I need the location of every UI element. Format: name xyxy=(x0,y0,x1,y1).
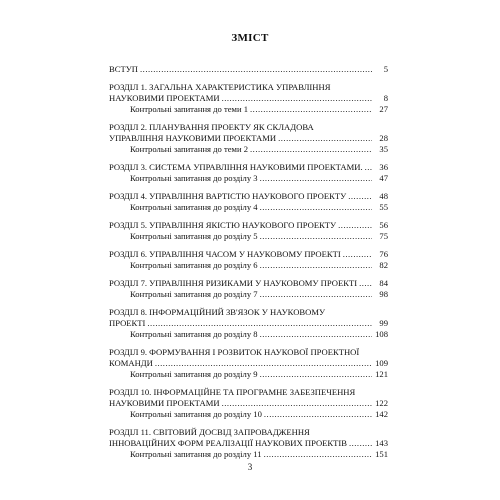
toc-subentry-title: Контрольні запитання до теми 2 xyxy=(130,144,249,154)
toc-subentry xyxy=(109,173,388,184)
toc-entry-title-line: НАУКОВИМИ ПРОЕКТАМИ xyxy=(109,398,220,408)
toc-subentry-title: Контрольні запитання до розділу 5 xyxy=(130,231,258,241)
dot-leader xyxy=(260,173,372,184)
dot-leader xyxy=(155,358,372,369)
dot-leader xyxy=(264,449,372,460)
toc-subentry-title: Контрольні запитання до розділу 3 xyxy=(130,173,258,183)
toc-entry-row xyxy=(109,398,388,409)
dot-leader xyxy=(222,398,372,409)
toc-subentry-page: 35 xyxy=(379,144,388,154)
toc-entry-row xyxy=(109,162,388,173)
dot-leader xyxy=(260,329,372,340)
toc-entry-row xyxy=(109,358,388,369)
toc-subentry-page: 142 xyxy=(375,409,388,419)
toc-entry-title-line: РОЗДІЛ 11. СВІТОВИЙ ДОСВІД ЗАПРОВАДЖЕННЯ xyxy=(109,427,310,437)
toc-entry-title-line: РОЗДІЛ 9. ФОРМУВАННЯ І РОЗВИТОК НАУКОВОЇ ПРОЕКТНОЇ xyxy=(109,347,360,357)
toc-subentry-page: 98 xyxy=(379,289,388,299)
dot-leader xyxy=(260,260,372,271)
toc-entry-row xyxy=(109,64,388,75)
toc-entry-page: 99 xyxy=(379,318,388,328)
toc-entry-row xyxy=(109,133,388,144)
dot-leader xyxy=(250,144,372,155)
toc-entry-row xyxy=(109,278,388,289)
dot-leader xyxy=(260,231,372,242)
toc-entry xyxy=(109,307,388,340)
toc-entry-row xyxy=(109,191,388,202)
toc-subentry-page: 55 xyxy=(379,202,388,212)
toc-entry-title-line: РОЗДІЛ 7. УПРАВЛІННЯ РИЗИКАМИ У НАУКОВОМУ ПРОЕКТІ xyxy=(109,278,358,288)
toc-entry-row xyxy=(109,93,388,104)
toc-entry-page: 84 xyxy=(379,278,388,288)
dot-leader xyxy=(260,202,372,213)
dot-leader xyxy=(260,369,372,380)
toc-entry-title-line: НАУКОВИМИ ПРОЕКТАМИ xyxy=(109,93,220,103)
toc-entry-row xyxy=(109,249,388,260)
toc-subentry-title: Контрольні запитання до розділу 8 xyxy=(130,329,258,339)
toc-entry-title-line: РОЗДІЛ 1. ЗАГАЛЬНА ХАРАКТЕРИСТИКА УПРАВЛІННЯ xyxy=(109,82,331,92)
dot-leader xyxy=(147,318,372,329)
toc-entry-row xyxy=(109,318,388,329)
toc-subentry xyxy=(109,369,388,380)
toc-entry-title-line: РОЗДІЛ 10. ІНФОРМАЦІЙНЕ ТА ПРОГРАМНЕ ЗАБЕЗПЕЧЕННЯ xyxy=(109,387,356,397)
toc-entry-title-line: РОЗДІЛ 2. ПЛАНУВАННЯ ПРОЕКТУ ЯК СКЛАДОВА xyxy=(109,122,314,132)
toc-entry-title-line: РОЗДІЛ 6. УПРАВЛІННЯ ЧАСОМ У НАУКОВОМУ ПРОЕКТІ xyxy=(109,249,341,259)
toc-entry-row xyxy=(109,220,388,231)
toc-subentry xyxy=(109,104,388,115)
toc-entry xyxy=(109,191,388,213)
toc-subentry-page: 75 xyxy=(379,231,388,241)
toc-subentry-page: 121 xyxy=(375,369,388,379)
dot-leader xyxy=(348,191,372,202)
toc-entry-title-line: ІННОВАЦІЙНИХ ФОРМ РЕАЛІЗАЦІЇ НАУКОВИХ ПРОЕКТІВ xyxy=(109,438,347,448)
toc-entry-title-line: РОЗДІЛ 8. ІНФОРМАЦІЙНИЙ ЗВ'ЯЗОК У НАУКОВОМУ xyxy=(109,307,326,317)
toc-subentry-title: Контрольні запитання до розділу 7 xyxy=(130,289,258,299)
dot-leader xyxy=(222,93,372,104)
toc-entry xyxy=(109,387,388,420)
toc-entry xyxy=(109,427,388,460)
toc-subentry xyxy=(109,260,388,271)
dot-leader xyxy=(343,249,372,260)
toc-subentry-title: Контрольні запитання до розділу 6 xyxy=(130,260,258,270)
toc-subentry xyxy=(109,449,388,460)
toc-subentry-title: Контрольні запитання до розділу 4 xyxy=(130,202,258,212)
dot-leader xyxy=(250,104,372,115)
toc-entry-page: 48 xyxy=(379,191,388,201)
toc-entry xyxy=(109,82,388,115)
toc-entry-page: 36 xyxy=(379,162,388,172)
toc-entry xyxy=(109,122,388,155)
page-title: ЗМІСТ xyxy=(231,32,269,44)
toc-subentry-page: 82 xyxy=(379,260,388,270)
toc-entry-title-line: РОЗДІЛ 3. СИСТЕМА УПРАВЛІННЯ НАУКОВИМИ ПРОЕКТАМИ. xyxy=(109,162,363,172)
toc-subentry xyxy=(109,231,388,242)
page-number: 3 xyxy=(247,462,253,472)
dot-leader xyxy=(264,409,372,420)
toc-entry-title-line: УПРАВЛІННЯ НАУКОВИМИ ПРОЕКТАМИ xyxy=(109,133,277,143)
toc-entry-title-line: РОЗДІЛ 4. УПРАВЛІННЯ ВАРТІСТЮ НАУКОВОГО ПРОЕКТУ xyxy=(109,191,347,201)
dot-leader xyxy=(365,162,372,173)
dot-leader xyxy=(140,64,372,75)
toc-entry-page: 122 xyxy=(375,398,388,408)
dot-leader xyxy=(349,438,372,449)
toc-subentry-title: Контрольні запитання до розділу 9 xyxy=(130,369,258,379)
toc-entry-page: 56 xyxy=(379,220,388,230)
toc-subentry xyxy=(109,202,388,213)
toc-subentry-page: 151 xyxy=(375,449,388,459)
toc-entry-title-line: ПРОЕКТІ xyxy=(109,318,146,328)
dot-leader xyxy=(359,278,372,289)
toc-subentry-page: 27 xyxy=(379,104,388,114)
toc-subentry-title: Контрольні запитання до теми 1 xyxy=(130,104,249,114)
toc-subentry xyxy=(109,329,388,340)
toc-entry-title-line: ВСТУП xyxy=(109,64,139,74)
table-of-contents xyxy=(109,64,388,460)
dot-leader xyxy=(260,289,372,300)
toc-entry xyxy=(109,220,388,242)
toc-entry-row xyxy=(109,438,388,449)
dot-leader xyxy=(278,133,372,144)
toc-entry xyxy=(109,162,388,184)
toc-subentry-title: Контрольні запитання до розділу 11 xyxy=(130,449,262,459)
toc-entry xyxy=(109,347,388,380)
toc-entry-page: 28 xyxy=(379,133,388,143)
toc-entry xyxy=(109,249,388,271)
toc-entry-page: 143 xyxy=(375,438,388,448)
toc-subentry xyxy=(109,144,388,155)
toc-entry-page: 76 xyxy=(379,249,388,259)
toc-subentry xyxy=(109,289,388,300)
toc-subentry-page: 47 xyxy=(379,173,388,183)
toc-entry xyxy=(109,278,388,300)
toc-entry-title-line: РОЗДІЛ 5. УПРАВЛІННЯ ЯКІСТЮ НАУКОВОГО ПРОЕКТУ xyxy=(109,220,337,230)
toc-subentry xyxy=(109,409,388,420)
toc-entry-page: 5 xyxy=(383,64,388,74)
toc-entry xyxy=(109,64,388,75)
toc-subentry-page: 108 xyxy=(375,329,388,339)
toc-entry-title-line: КОМАНДИ xyxy=(109,358,153,368)
toc-entry-page: 8 xyxy=(383,93,388,103)
dot-leader xyxy=(338,220,372,231)
toc-subentry-title: Контрольні запитання до розділу 10 xyxy=(130,409,262,419)
toc-entry-page: 109 xyxy=(375,358,388,368)
